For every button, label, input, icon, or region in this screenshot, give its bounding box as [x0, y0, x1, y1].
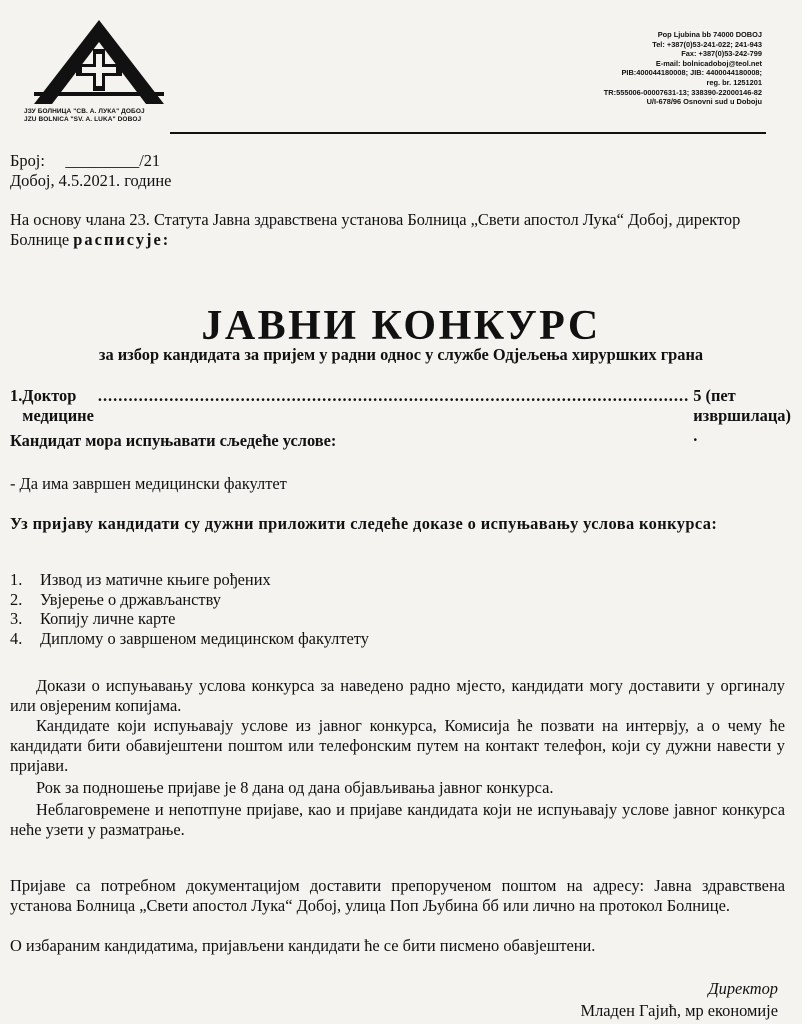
hospital-logo	[24, 14, 174, 110]
interview-paragraph: Кандидате који испуњавају услове из јавног конкурса, Комисија ће позвати на интервју, а о чему ће кандидати бити обавијештени поштом или телефонским путем на контакт телефон, који су дужни навести у пријави.	[10, 716, 785, 775]
list-item	[10, 570, 369, 590]
signature-name: Младен Гајић, мр економије	[580, 1001, 778, 1020]
contact-tr: TR:555006-00007631-13; 338390-22000146-82	[603, 87, 762, 97]
documents-list	[10, 570, 369, 648]
submission-paragraph: Пријаве са потребном документацијом доставити препорученом поштом на адресу: Јавна здравствена установа Болница „Свети апостол Лука“ Добој, улица Поп Љубина бб или лично на протокол Болнице.	[10, 876, 785, 915]
contact-fax: Fax: +387(0)53-242-799	[681, 49, 762, 59]
reference-blank: _________	[65, 151, 140, 170]
header-divider	[170, 132, 766, 134]
list-item-text: Извод из матичне књиге рођених	[40, 570, 271, 589]
list-item-number: 1.	[10, 570, 23, 589]
signature-block	[581, 978, 778, 1022]
position-name: Доктор медицине	[22, 386, 94, 425]
list-item-number: 4.	[10, 628, 23, 648]
list-item-text: Увјерење о држављанству	[40, 589, 221, 609]
reference-number	[10, 150, 160, 171]
document-subtitle: за избор кандидата за пријем у радни однос у службе Одјељења хируршких грана	[98, 345, 704, 364]
contact-email: E-mail: bolnicadoboj@teol.net	[655, 58, 762, 68]
document-date: Добој, 4.5.2021. године	[10, 171, 172, 190]
institution-line-latin: JZU BOLNICA "SV. A. LUKA" DOBOJ	[24, 116, 142, 123]
list-item-text: Диплому о завршеном медицинском факултету	[40, 628, 369, 648]
contact-reg: reg. br. 1251201	[706, 77, 762, 87]
conditions-heading: Кандидат мора испуњавати сљедеће услове:	[10, 431, 337, 450]
document-title: ЈАВНИ КОНКУРС	[201, 303, 601, 349]
position-leader-dots: ....................................................................................................................	[97, 386, 690, 405]
intro-text: На основу члана 23. Статута Јавна здравствена установа Болница „Свети апостол Лука“ Добој, директор Болнице	[10, 210, 741, 249]
condition-item: - Да има завршен медицински факултет	[10, 474, 287, 493]
list-item	[10, 609, 369, 629]
reference-label: Број:	[10, 151, 45, 170]
signature-role: Директор	[708, 979, 778, 998]
deadline-paragraph: Рок за подношење пријаве је 8 дана од дана објављивања јавног конкурса.	[36, 778, 554, 797]
contact-phone: Tel: +387(0)53-241-022; 241-943	[652, 39, 762, 49]
position-number: 1.	[10, 386, 23, 405]
list-item-number: 2.	[10, 589, 23, 609]
position-count: 5 (пет извршилаца) .	[693, 386, 791, 445]
intro-paragraph	[10, 210, 785, 250]
list-item	[10, 590, 369, 610]
documents-heading: Уз пријаву кандидати су дужни приложити следеће доказе о испуњавању услова конкурса:	[10, 514, 718, 533]
contact-court: U/I-678/96 Osnovni sud u Doboju	[646, 97, 762, 107]
incomplete-paragraph: Неблаговремене и непотпуне пријаве, као и пријаве кандидата који не испуњавају услове јавног конкурса неће узети у разматрање.	[10, 800, 785, 839]
institution-name	[24, 108, 145, 124]
list-item	[10, 629, 369, 649]
institution-line-cyrillic: ЈЗУ БОЛНИЦА "СВ. А. ЛУКА" ДОБОЈ	[24, 108, 145, 115]
notification-paragraph: О избараним кандидатима, пријављени кандидати ће се бити писмено обавјештени.	[10, 936, 596, 955]
list-item-text: Копију личне карте	[40, 609, 176, 628]
evidence-paragraph: Докази о испуњавању услова конкурса за наведено радно мјесто, кандидати могу доставити у оргиналу или овјереним копијама.	[10, 676, 785, 715]
intro-emphasis: расписује:	[73, 230, 171, 249]
list-item-number: 3.	[10, 609, 23, 628]
contact-block	[522, 30, 762, 107]
contact-pib: PIB:400044180008; JIB: 4400044180008;	[621, 68, 762, 78]
reference-suffix: /21	[139, 151, 161, 170]
contact-address: Pop Ljubina bb 74000 DOBOJ	[657, 30, 762, 39]
